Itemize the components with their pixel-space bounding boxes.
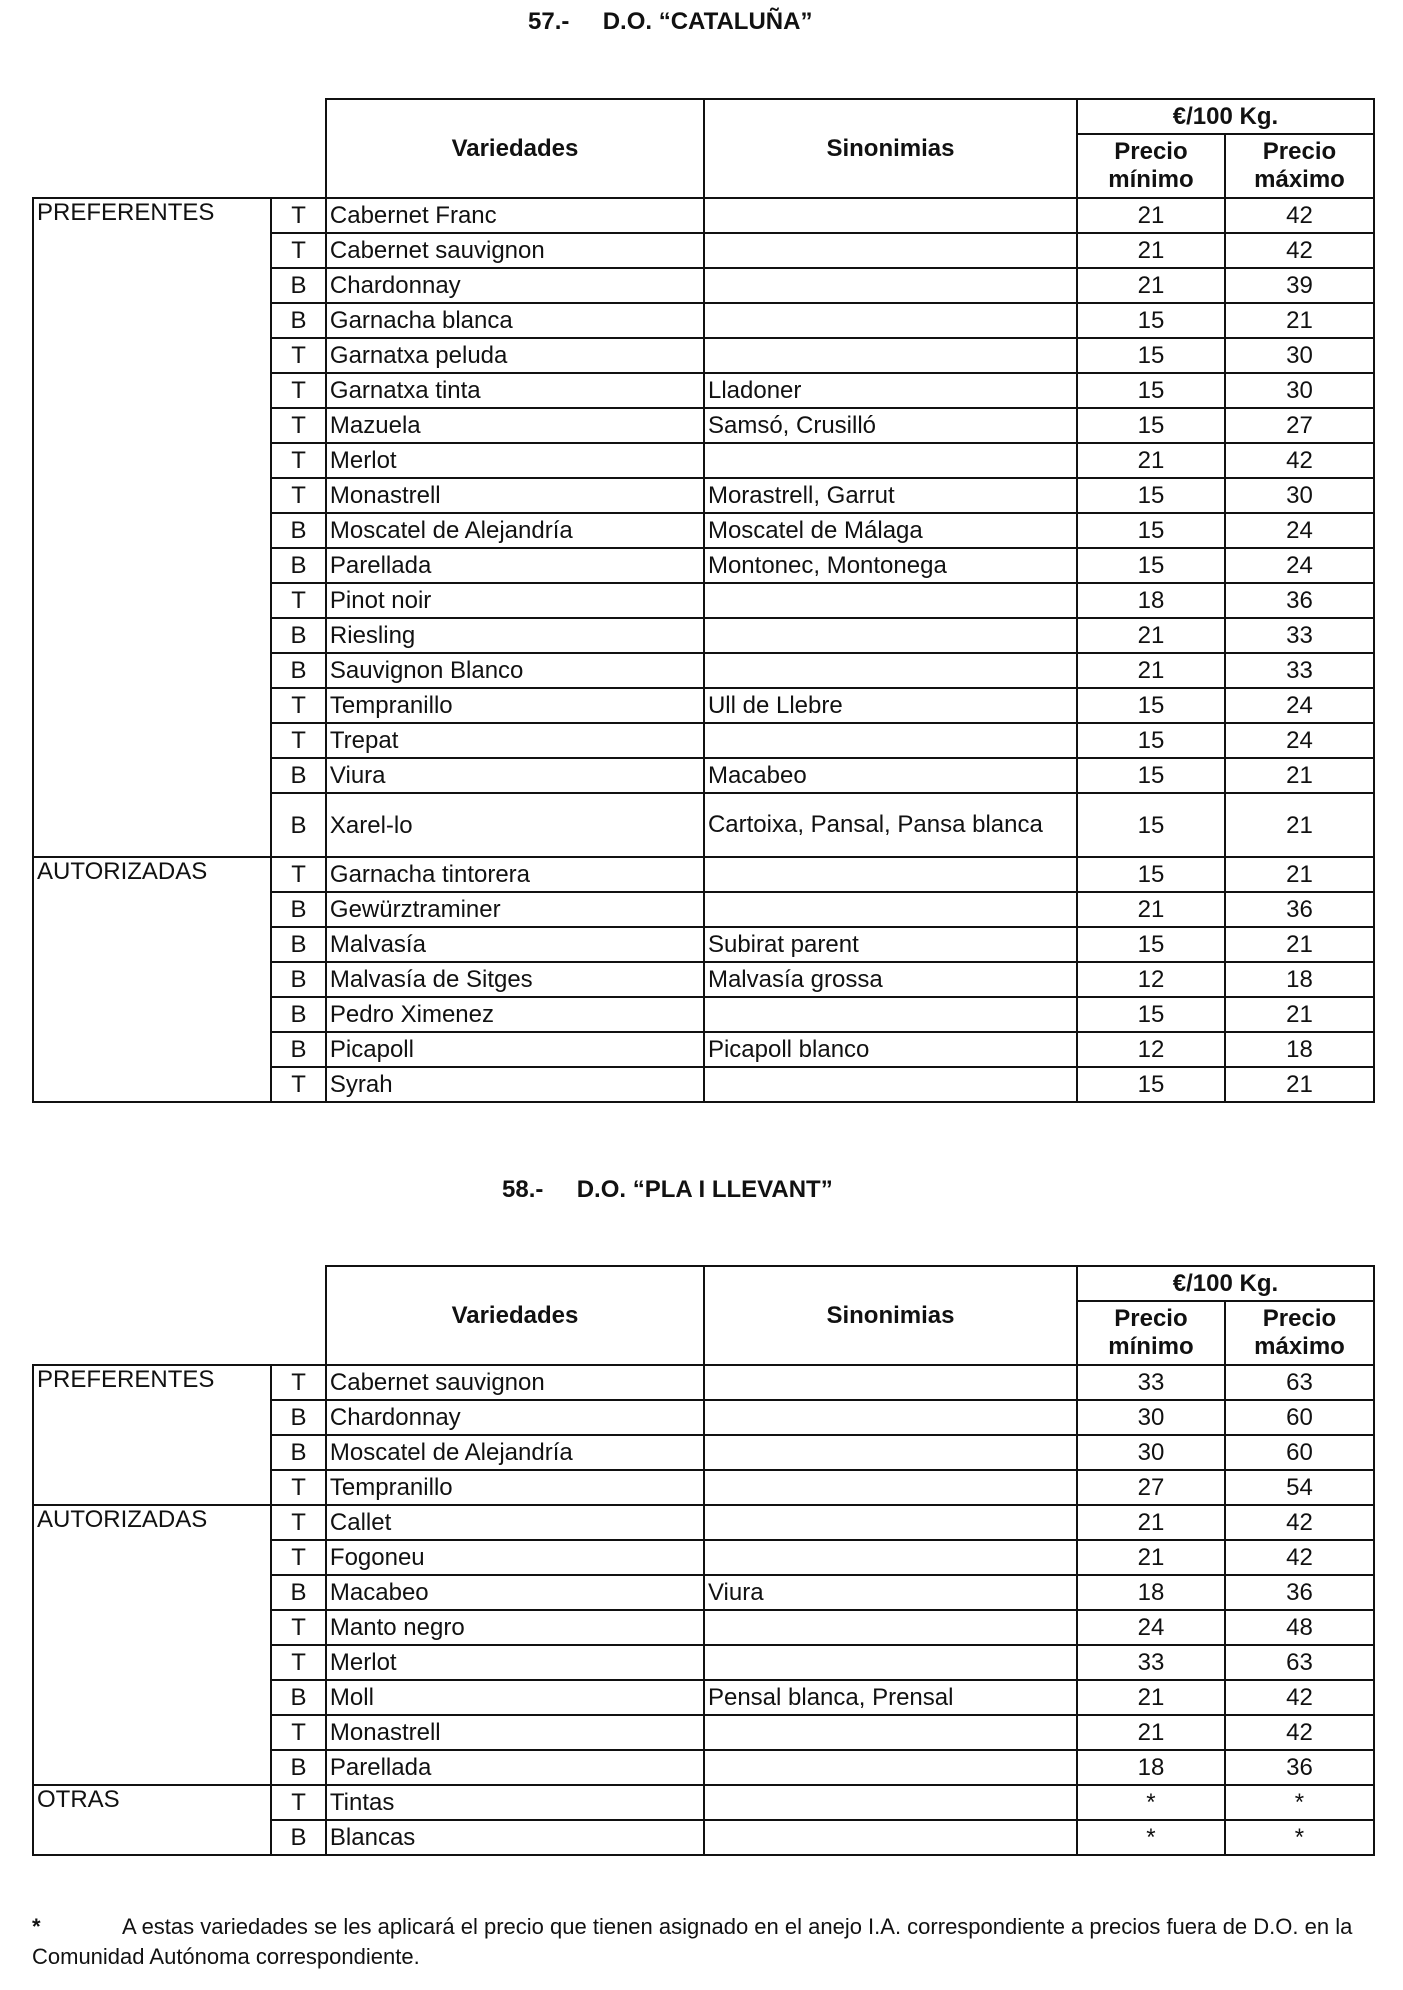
color-type: T	[271, 443, 326, 478]
color-type: T	[271, 1365, 326, 1400]
header-spacer	[33, 99, 326, 198]
footnote-text: A estas variedades se les aplicará el precio que tienen asignado en el anejo I.A. correspondiente a precios fuera de D.O. en la Comunidad Autónoma correspondiente.	[32, 1914, 1353, 1969]
price-min: 15	[1077, 997, 1225, 1032]
variety-name: Cabernet sauvignon	[326, 1365, 704, 1400]
variety-synonyms	[704, 1505, 1077, 1540]
price-min: 12	[1077, 1032, 1225, 1067]
variety-synonyms: Macabeo	[704, 758, 1077, 793]
table-row	[33, 198, 1374, 233]
variety-name: Moll	[326, 1680, 704, 1715]
price-min: 15	[1077, 758, 1225, 793]
price-min: 18	[1077, 583, 1225, 618]
variety-name: Chardonnay	[326, 268, 704, 303]
price-min: 21	[1077, 1505, 1225, 1540]
price-min: 18	[1077, 1750, 1225, 1785]
variety-synonyms	[704, 198, 1077, 233]
variety-name: Garnacha blanca	[326, 303, 704, 338]
table-row	[33, 1365, 1374, 1400]
price-max: 21	[1225, 927, 1374, 962]
price-max: 39	[1225, 268, 1374, 303]
price-min: 15	[1077, 373, 1225, 408]
variety-synonyms	[704, 1715, 1077, 1750]
variety-name: Xarel-lo	[326, 793, 704, 857]
price-max: 24	[1225, 513, 1374, 548]
section-heading-58	[502, 1176, 833, 1204]
price-min: 33	[1077, 1365, 1225, 1400]
color-type: T	[271, 723, 326, 758]
header-spacer	[33, 1266, 326, 1365]
color-type: T	[271, 857, 326, 892]
variety-synonyms	[704, 268, 1077, 303]
color-type: B	[271, 927, 326, 962]
price-min: 15	[1077, 927, 1225, 962]
column-header-sinonimias: Sinonimias	[704, 1266, 1077, 1365]
price-min: 21	[1077, 1715, 1225, 1750]
column-header-precio-maximo: Precio máximo	[1225, 134, 1374, 198]
column-header-price-group: €/100 Kg.	[1077, 99, 1374, 134]
price-min: 24	[1077, 1610, 1225, 1645]
variety-synonyms: Ull de Llebre	[704, 688, 1077, 723]
variety-name: Malvasía de Sitges	[326, 962, 704, 997]
color-type: B	[271, 268, 326, 303]
variety-name: Blancas	[326, 1820, 704, 1855]
price-max: 24	[1225, 688, 1374, 723]
color-type: B	[271, 303, 326, 338]
price-max: 21	[1225, 1067, 1374, 1102]
price-min: 21	[1077, 268, 1225, 303]
variety-name: Garnacha tintorera	[326, 857, 704, 892]
color-type: B	[271, 653, 326, 688]
price-min: 33	[1077, 1645, 1225, 1680]
variety-name: Monastrell	[326, 478, 704, 513]
price-min: 15	[1077, 408, 1225, 443]
variety-synonyms	[704, 583, 1077, 618]
price-max: 60	[1225, 1435, 1374, 1470]
category-label: PREFERENTES	[33, 1365, 271, 1505]
variety-name: Parellada	[326, 1750, 704, 1785]
column-header-precio-minimo: Precio mínimo	[1077, 1301, 1225, 1365]
color-type: B	[271, 758, 326, 793]
price-min: 15	[1077, 478, 1225, 513]
price-min: *	[1077, 1785, 1225, 1820]
variety-synonyms	[704, 1610, 1077, 1645]
variety-synonyms: Cartoixa, Pansal, Pansa blanca	[704, 793, 1077, 857]
color-type: T	[271, 688, 326, 723]
section-heading-57	[528, 8, 812, 36]
price-max: 54	[1225, 1470, 1374, 1505]
variety-name: Riesling	[326, 618, 704, 653]
variety-name: Pedro Ximenez	[326, 997, 704, 1032]
price-max: 36	[1225, 1750, 1374, 1785]
price-max: 21	[1225, 303, 1374, 338]
variety-synonyms	[704, 233, 1077, 268]
price-max: 48	[1225, 1610, 1374, 1645]
price-min: 21	[1077, 892, 1225, 927]
color-type: B	[271, 892, 326, 927]
column-header-variedades: Variedades	[326, 1266, 704, 1365]
color-type: T	[271, 583, 326, 618]
variety-name: Moscatel de Alejandría	[326, 1435, 704, 1470]
variety-name: Cabernet sauvignon	[326, 233, 704, 268]
price-min: 21	[1077, 198, 1225, 233]
price-max: 30	[1225, 338, 1374, 373]
variety-name: Mazuela	[326, 408, 704, 443]
variety-name: Fogoneu	[326, 1540, 704, 1575]
price-min: 21	[1077, 1540, 1225, 1575]
color-type: B	[271, 1575, 326, 1610]
variety-name: Manto negro	[326, 1610, 704, 1645]
color-type: B	[271, 1400, 326, 1435]
price-max: 30	[1225, 478, 1374, 513]
price-max: 18	[1225, 1032, 1374, 1067]
variety-name: Moscatel de Alejandría	[326, 513, 704, 548]
price-max: 21	[1225, 997, 1374, 1032]
price-max: *	[1225, 1785, 1374, 1820]
color-type: T	[271, 198, 326, 233]
variety-synonyms: Morastrell, Garrut	[704, 478, 1077, 513]
price-max: 36	[1225, 892, 1374, 927]
column-header-variedades: Variedades	[326, 99, 704, 198]
price-min: 12	[1077, 962, 1225, 997]
price-max: 42	[1225, 1505, 1374, 1540]
price-max: 42	[1225, 1680, 1374, 1715]
variety-synonyms: Subirat parent	[704, 927, 1077, 962]
variety-synonyms	[704, 1540, 1077, 1575]
variety-synonyms	[704, 1470, 1077, 1505]
variety-name: Cabernet Franc	[326, 198, 704, 233]
color-type: B	[271, 618, 326, 653]
price-max: 24	[1225, 548, 1374, 583]
variety-synonyms	[704, 1820, 1077, 1855]
variety-synonyms: Lladoner	[704, 373, 1077, 408]
color-type: T	[271, 1505, 326, 1540]
color-type: B	[271, 1435, 326, 1470]
table-row	[33, 1505, 1374, 1540]
price-min: 15	[1077, 338, 1225, 373]
price-max: 30	[1225, 373, 1374, 408]
variety-synonyms	[704, 618, 1077, 653]
price-max: 36	[1225, 583, 1374, 618]
price-min: 15	[1077, 793, 1225, 857]
price-max: 42	[1225, 443, 1374, 478]
price-min: 27	[1077, 1470, 1225, 1505]
section-number: 58.-	[502, 1176, 544, 1203]
color-type: T	[271, 1610, 326, 1645]
color-type: T	[271, 373, 326, 408]
variety-synonyms	[704, 1435, 1077, 1470]
variety-synonyms	[704, 1785, 1077, 1820]
price-min: 30	[1077, 1435, 1225, 1470]
variety-synonyms: Picapoll blanco	[704, 1032, 1077, 1067]
variety-name: Merlot	[326, 1645, 704, 1680]
price-max: 21	[1225, 857, 1374, 892]
price-max: 21	[1225, 758, 1374, 793]
variety-name: Picapoll	[326, 1032, 704, 1067]
price-max: 42	[1225, 1540, 1374, 1575]
color-type: T	[271, 233, 326, 268]
variety-synonyms: Pensal blanca, Prensal	[704, 1680, 1077, 1715]
price-min: 15	[1077, 723, 1225, 758]
variety-name: Pinot noir	[326, 583, 704, 618]
variety-synonyms	[704, 997, 1077, 1032]
variety-synonyms	[704, 892, 1077, 927]
price-max: 63	[1225, 1365, 1374, 1400]
color-type: T	[271, 1470, 326, 1505]
variety-synonyms	[704, 443, 1077, 478]
color-type: B	[271, 513, 326, 548]
variety-synonyms	[704, 1365, 1077, 1400]
section-title: D.O. “CATALUÑA”	[602, 8, 813, 35]
variety-name: Sauvignon Blanco	[326, 653, 704, 688]
price-min: 21	[1077, 233, 1225, 268]
color-type: B	[271, 548, 326, 583]
price-min: 18	[1077, 1575, 1225, 1610]
price-min: 15	[1077, 548, 1225, 583]
variety-synonyms	[704, 303, 1077, 338]
variety-name: Garnatxa tinta	[326, 373, 704, 408]
variety-name: Macabeo	[326, 1575, 704, 1610]
variety-name: Garnatxa peluda	[326, 338, 704, 373]
price-table-cataluna	[32, 98, 1375, 1103]
footnote-marker: *	[32, 1914, 41, 1939]
price-max: 42	[1225, 198, 1374, 233]
variety-name: Tempranillo	[326, 688, 704, 723]
color-type: B	[271, 962, 326, 997]
color-type: B	[271, 1680, 326, 1715]
variety-synonyms: Montonec, Montonega	[704, 548, 1077, 583]
table-row	[33, 1785, 1374, 1820]
variety-synonyms	[704, 1750, 1077, 1785]
price-min: 30	[1077, 1400, 1225, 1435]
price-max: 63	[1225, 1645, 1374, 1680]
price-min: 21	[1077, 653, 1225, 688]
price-max: 42	[1225, 233, 1374, 268]
section-number: 57.-	[528, 8, 570, 35]
variety-name: Tempranillo	[326, 1470, 704, 1505]
variety-synonyms: Moscatel de Málaga	[704, 513, 1077, 548]
variety-name: Monastrell	[326, 1715, 704, 1750]
price-max: 27	[1225, 408, 1374, 443]
variety-name: Tintas	[326, 1785, 704, 1820]
price-max: 33	[1225, 653, 1374, 688]
color-type: B	[271, 793, 326, 857]
color-type: T	[271, 1715, 326, 1750]
price-min: 15	[1077, 303, 1225, 338]
price-min: 15	[1077, 857, 1225, 892]
variety-name: Merlot	[326, 443, 704, 478]
price-max: 33	[1225, 618, 1374, 653]
price-min: 15	[1077, 688, 1225, 723]
variety-name: Gewürztraminer	[326, 892, 704, 927]
category-label: PREFERENTES	[33, 198, 271, 857]
color-type: B	[271, 1750, 326, 1785]
price-min: *	[1077, 1820, 1225, 1855]
price-max: 60	[1225, 1400, 1374, 1435]
price-min: 15	[1077, 1067, 1225, 1102]
color-type: B	[271, 1032, 326, 1067]
price-max: 24	[1225, 723, 1374, 758]
color-type: T	[271, 1540, 326, 1575]
price-min: 21	[1077, 1680, 1225, 1715]
variety-name: Parellada	[326, 548, 704, 583]
variety-synonyms	[704, 338, 1077, 373]
variety-synonyms	[704, 723, 1077, 758]
variety-synonyms	[704, 1067, 1077, 1102]
column-header-price-group: €/100 Kg.	[1077, 1266, 1374, 1301]
color-type: T	[271, 1067, 326, 1102]
column-header-precio-minimo: Precio mínimo	[1077, 134, 1225, 198]
variety-synonyms: Malvasía grossa	[704, 962, 1077, 997]
price-max: 36	[1225, 1575, 1374, 1610]
price-max: 42	[1225, 1715, 1374, 1750]
column-header-sinonimias: Sinonimias	[704, 99, 1077, 198]
variety-synonyms	[704, 857, 1077, 892]
category-label: AUTORIZADAS	[33, 1505, 271, 1785]
variety-synonyms: Viura	[704, 1575, 1077, 1610]
variety-name: Malvasía	[326, 927, 704, 962]
color-type: T	[271, 1645, 326, 1680]
price-min: 21	[1077, 443, 1225, 478]
price-min: 21	[1077, 618, 1225, 653]
variety-name: Callet	[326, 1505, 704, 1540]
price-max: 21	[1225, 793, 1374, 857]
table-row	[33, 857, 1374, 892]
price-min: 15	[1077, 513, 1225, 548]
section-title: D.O. “PLA I LLEVANT”	[576, 1176, 833, 1203]
variety-name: Trepat	[326, 723, 704, 758]
footnote	[32, 1912, 1372, 1972]
variety-synonyms: Samsó, Crusilló	[704, 408, 1077, 443]
category-label: AUTORIZADAS	[33, 857, 271, 1102]
variety-synonyms	[704, 1400, 1077, 1435]
color-type: T	[271, 338, 326, 373]
variety-synonyms	[704, 1645, 1077, 1680]
variety-name: Chardonnay	[326, 1400, 704, 1435]
variety-name: Viura	[326, 758, 704, 793]
price-table-pla-i-llevant	[32, 1265, 1375, 1856]
color-type: T	[271, 478, 326, 513]
price-max: 18	[1225, 962, 1374, 997]
color-type: T	[271, 408, 326, 443]
variety-name: Syrah	[326, 1067, 704, 1102]
category-label: OTRAS	[33, 1785, 271, 1855]
price-max: *	[1225, 1820, 1374, 1855]
color-type: B	[271, 1820, 326, 1855]
color-type: T	[271, 1785, 326, 1820]
color-type: B	[271, 997, 326, 1032]
variety-synonyms	[704, 653, 1077, 688]
column-header-precio-maximo: Precio máximo	[1225, 1301, 1374, 1365]
